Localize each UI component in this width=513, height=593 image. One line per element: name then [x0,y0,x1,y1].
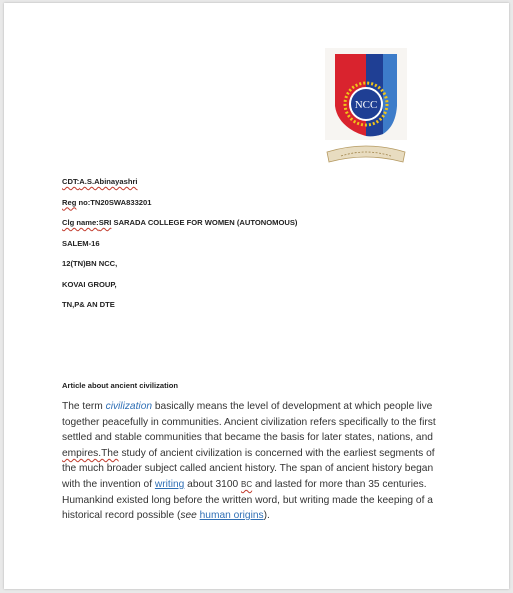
article-paragraph [62,399,462,524]
college-line: Clg name:SRI SARADA COLLEGE FOR WOMEN (AUTONOMOUS) [62,218,298,227]
cadet-name-line: CDT:A.S.Abinayashri [62,177,138,186]
paragraph-line: with the invention of writing about 3100 BC and lasted for more than 35 centuries. [62,478,427,490]
human-origins-link[interactable]: human origins [199,510,264,522]
paragraph-line: together peacefully in communities. Ancient civilization refers specifically to the first [62,416,436,428]
document-page [4,3,509,589]
paragraph-line: settled and stable communities that became the basis for later states, nations, and [62,432,433,444]
civilization-link[interactable]: civilization [105,401,153,412]
city-line: SALEM-16 [62,238,100,248]
paragraph-line: empires.The study of ancient civilization is concerned with the earliest segments of [62,447,435,459]
directorate-line: TN,P& AN DTE [62,300,115,309]
group-line: KOVAI GROUP, [62,279,117,289]
ncc-logo [323,44,409,172]
writing-link[interactable]: writing [154,478,185,490]
paragraph-line: the much broader subject called ancient history. The span of ancient history began [62,463,434,475]
paragraph-line: historical record possible (see human origins). [62,510,270,522]
ncc-emblem-text: NCC [354,99,378,111]
paragraph-line: Humankind existed long before the written word, but writing made the keeping of a [62,494,433,506]
paragraph-line: The term civilization basically means the level of development at which people live [62,401,433,412]
reg-number-line: Reg no:TN20SWA833201 [62,197,152,207]
battalion-line: 12(TN)BN NCC, [62,259,118,268]
cadet-details [62,175,297,319]
article-heading: Article about ancient civilization [62,381,179,390]
